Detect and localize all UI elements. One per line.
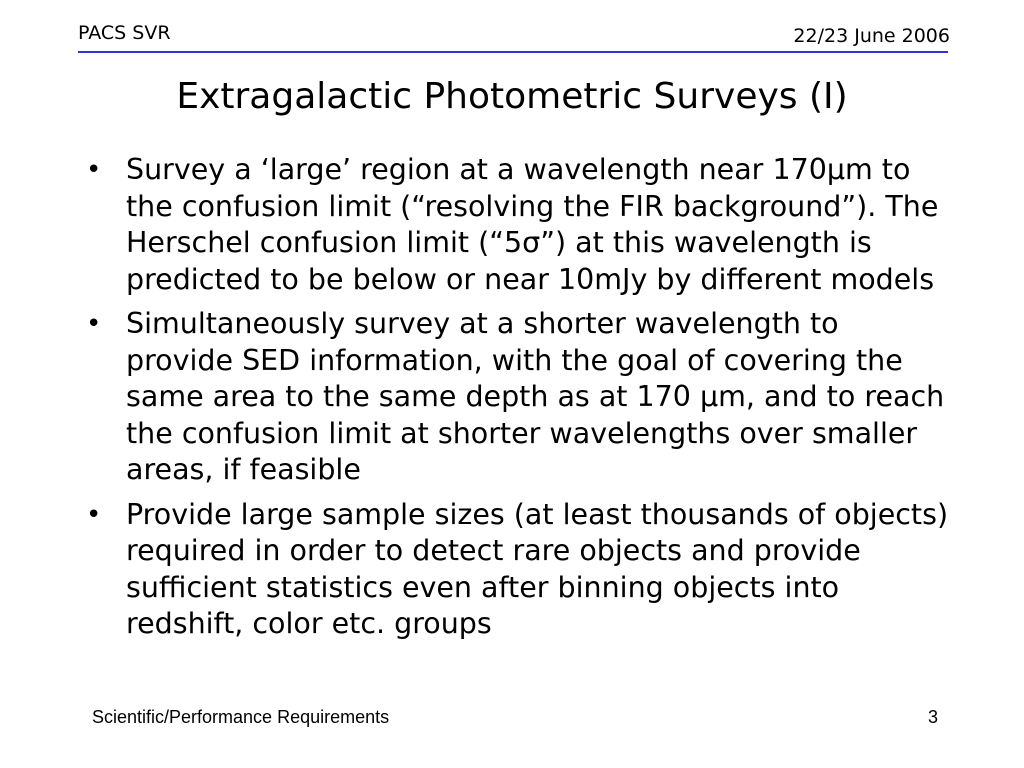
slide-title: Extragalactic Photometric Surveys (I) [176,76,848,117]
bullet-icon: • [86,309,102,339]
bullet-item [82,306,952,489]
bullet-icon: • [86,155,102,185]
header-project-name: PACS SVR [78,22,171,44]
bullet-item [82,497,952,643]
footer-page-number: 3 [927,707,938,727]
bullet-text: Survey a ‘large’ region at a wavelength near 170μm to the confusion limit (“resolving the FIR background”). The Herschel confusion limit (“5σ”) at this wavelength is predicted to be below or near 10mJy by different models [126,153,939,296]
bullet-list [82,152,952,651]
bullet-item [82,152,952,298]
header-divider [78,51,948,53]
bullet-text: Simultaneously survey at a shorter wavelength to provide SED information, with the goal of covering the same area to the same depth as at 170 μm, and to reach the confusion limit at shorter wavelengths over smaller areas, if feasible [126,307,945,486]
header-date: 22/23 June 2006 [793,25,950,47]
footer-section-name: Scientific/Performance Requirements [92,707,390,727]
bullet-icon: • [86,499,102,530]
bullet-text: Provide large sample sizes (at least thousands of objects) required in order to detect rare objects and provide sufficient statistics even after binning objects into redshift, color etc. groups [126,497,949,640]
